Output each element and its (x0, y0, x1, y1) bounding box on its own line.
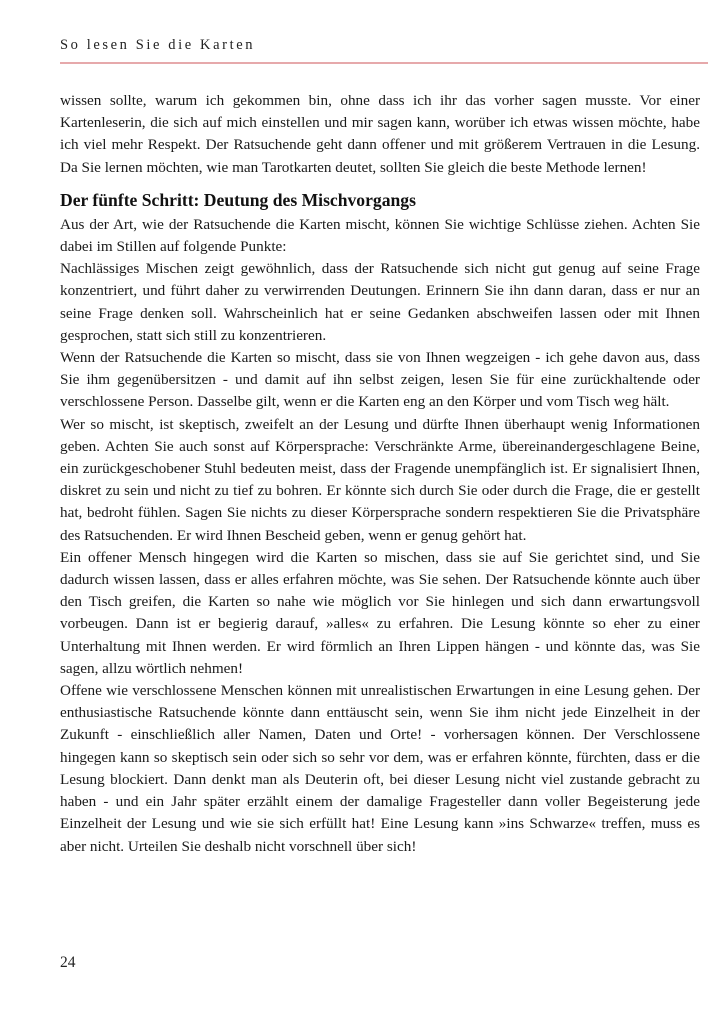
header-rule (60, 62, 708, 64)
body-text (60, 90, 700, 858)
section-paragraph-5: Ein offener Mensch hingegen wird die Karten so mischen, dass sie auf Sie gerichtet sind, und Sie dadurch wissen lassen, dass er alles erfahren möchte, was Sie sehen. Der Ratsuchende könnte auch über den Tisch greifen, die Karten so nahe wie möglich vor Sie hinlegen und sich dann erwartungsvoll vorbeugen. Dann ist er begierig darauf, »alles« zu erfahren. Die Lesung könnte so eher zu einer Unterhaltung mit Ihnen werden. Er wird förmlich an Ihren Lippen hängen - und könnte das, was Sie sagen, allzu wörtlich nehmen! (60, 548, 700, 677)
section-paragraph-2: Nachlässiges Mischen zeigt gewöhnlich, dass der Ratsuchende sich nicht gut genug auf seine Frage konzentriert, und führt daher zu verwirrenden Deutungen. Erinnern Sie ihn dann daran, dass er nur an seine Frage denken soll. Wahrscheinlich hat er seine Gedanken abschweifen lassen oder mit Ihnen gesprochen, statt sich still zu konzentrieren. (60, 260, 700, 344)
section-paragraph-3: Wenn der Ratsuchende die Karten so mischt, dass sie von Ihnen wegzeigen - ich gehe davon aus, dass Sie ihm gegenübersitzen - und damit auf ihn selbst zeigen, lesen Sie für eine zurückhaltende oder verschlossene Person. Dasselbe gilt, wenn er die Karten eng an den Körper und vom Tisch weg hält. (60, 349, 700, 411)
section-paragraph-1: Aus der Art, wie der Ratsuchende die Karten mischt, können Sie wichtige Schlüsse ziehen. Achten Sie dabei im Stillen auf folgende Punkte: (60, 215, 700, 256)
section-heading: Der fünfte Schritt: Deutung des Mischvorgangs (60, 189, 416, 210)
section-paragraph-4: Wer so mischt, ist skeptisch, zweifelt an der Lesung und dürfte Ihnen überhaupt wenig Informationen geben. Achten Sie auch sonst auf Körpersprache: Verschränkte Arme, übereinandergeschlagene Beine, ein zurückgeschobener Stuhl bedeuten meist, dass der Fragende unempfänglich ist. Er signalisiert Ihnen, diskret zu sein und nicht zu tief zu bohren. Er könnte sich durch Sie oder durch die Frage, die er gestellt hat, bedroht fühlen. Sagen Sie nichts zu dieser Körpersprache sondern respektieren Sie die Privatsphäre des Ratsuchenden. Er wird Ihnen Bescheid geben, wenn er genug gehört hat. (60, 415, 700, 544)
running-header: So lesen Sie die Karten (60, 37, 256, 53)
page-number: 24 (60, 954, 76, 971)
intro-paragraph: wissen sollte, warum ich gekommen bin, ohne dass ich ihr das vorher sagen musste. Vor einer Kartenleserin, die sich auf mich einstellen und mir sagen kann, worüber ich etwas wissen möchte, habe ich viel mehr Respekt. Der Ratsuchende geht dann offener und mit größerem Vertrauen in die Lesung. Da Sie lernen möchten, wie man Tarotkarten deutet, sollten Sie gleich die beste Methode lernen! (60, 92, 700, 176)
section-paragraph-6: Offene wie verschlossene Menschen können mit unrealistischen Erwartungen in eine Lesung gehen. Der enthusiastische Ratsuchende könnte dann enttäuscht sein, wenn Sie ihm nicht jede Einzelheit in der Zukunft - einschließlich aller Namen, Daten und Orte! - vorhersagen können. Der Verschlossene hingegen kann so skeptisch sein oder sich so sehr vor dem, was er erfahren könnte, fürchten, dass er die Lesung blockiert. Dann denkt man als Deuterin oft, bei dieser Lesung nicht viel zustande gebracht zu haben - und ein Jahr später erzählt einem der damalige Fragesteller dann voller Begeisterung jede Einzelheit der Lesung und wie sie sich erfüllt hat! Eine Lesung kann »ins Schwarze« treffen, muss es aber nicht. Urteilen Sie deshalb nicht vorschnell über sich! (60, 682, 700, 855)
